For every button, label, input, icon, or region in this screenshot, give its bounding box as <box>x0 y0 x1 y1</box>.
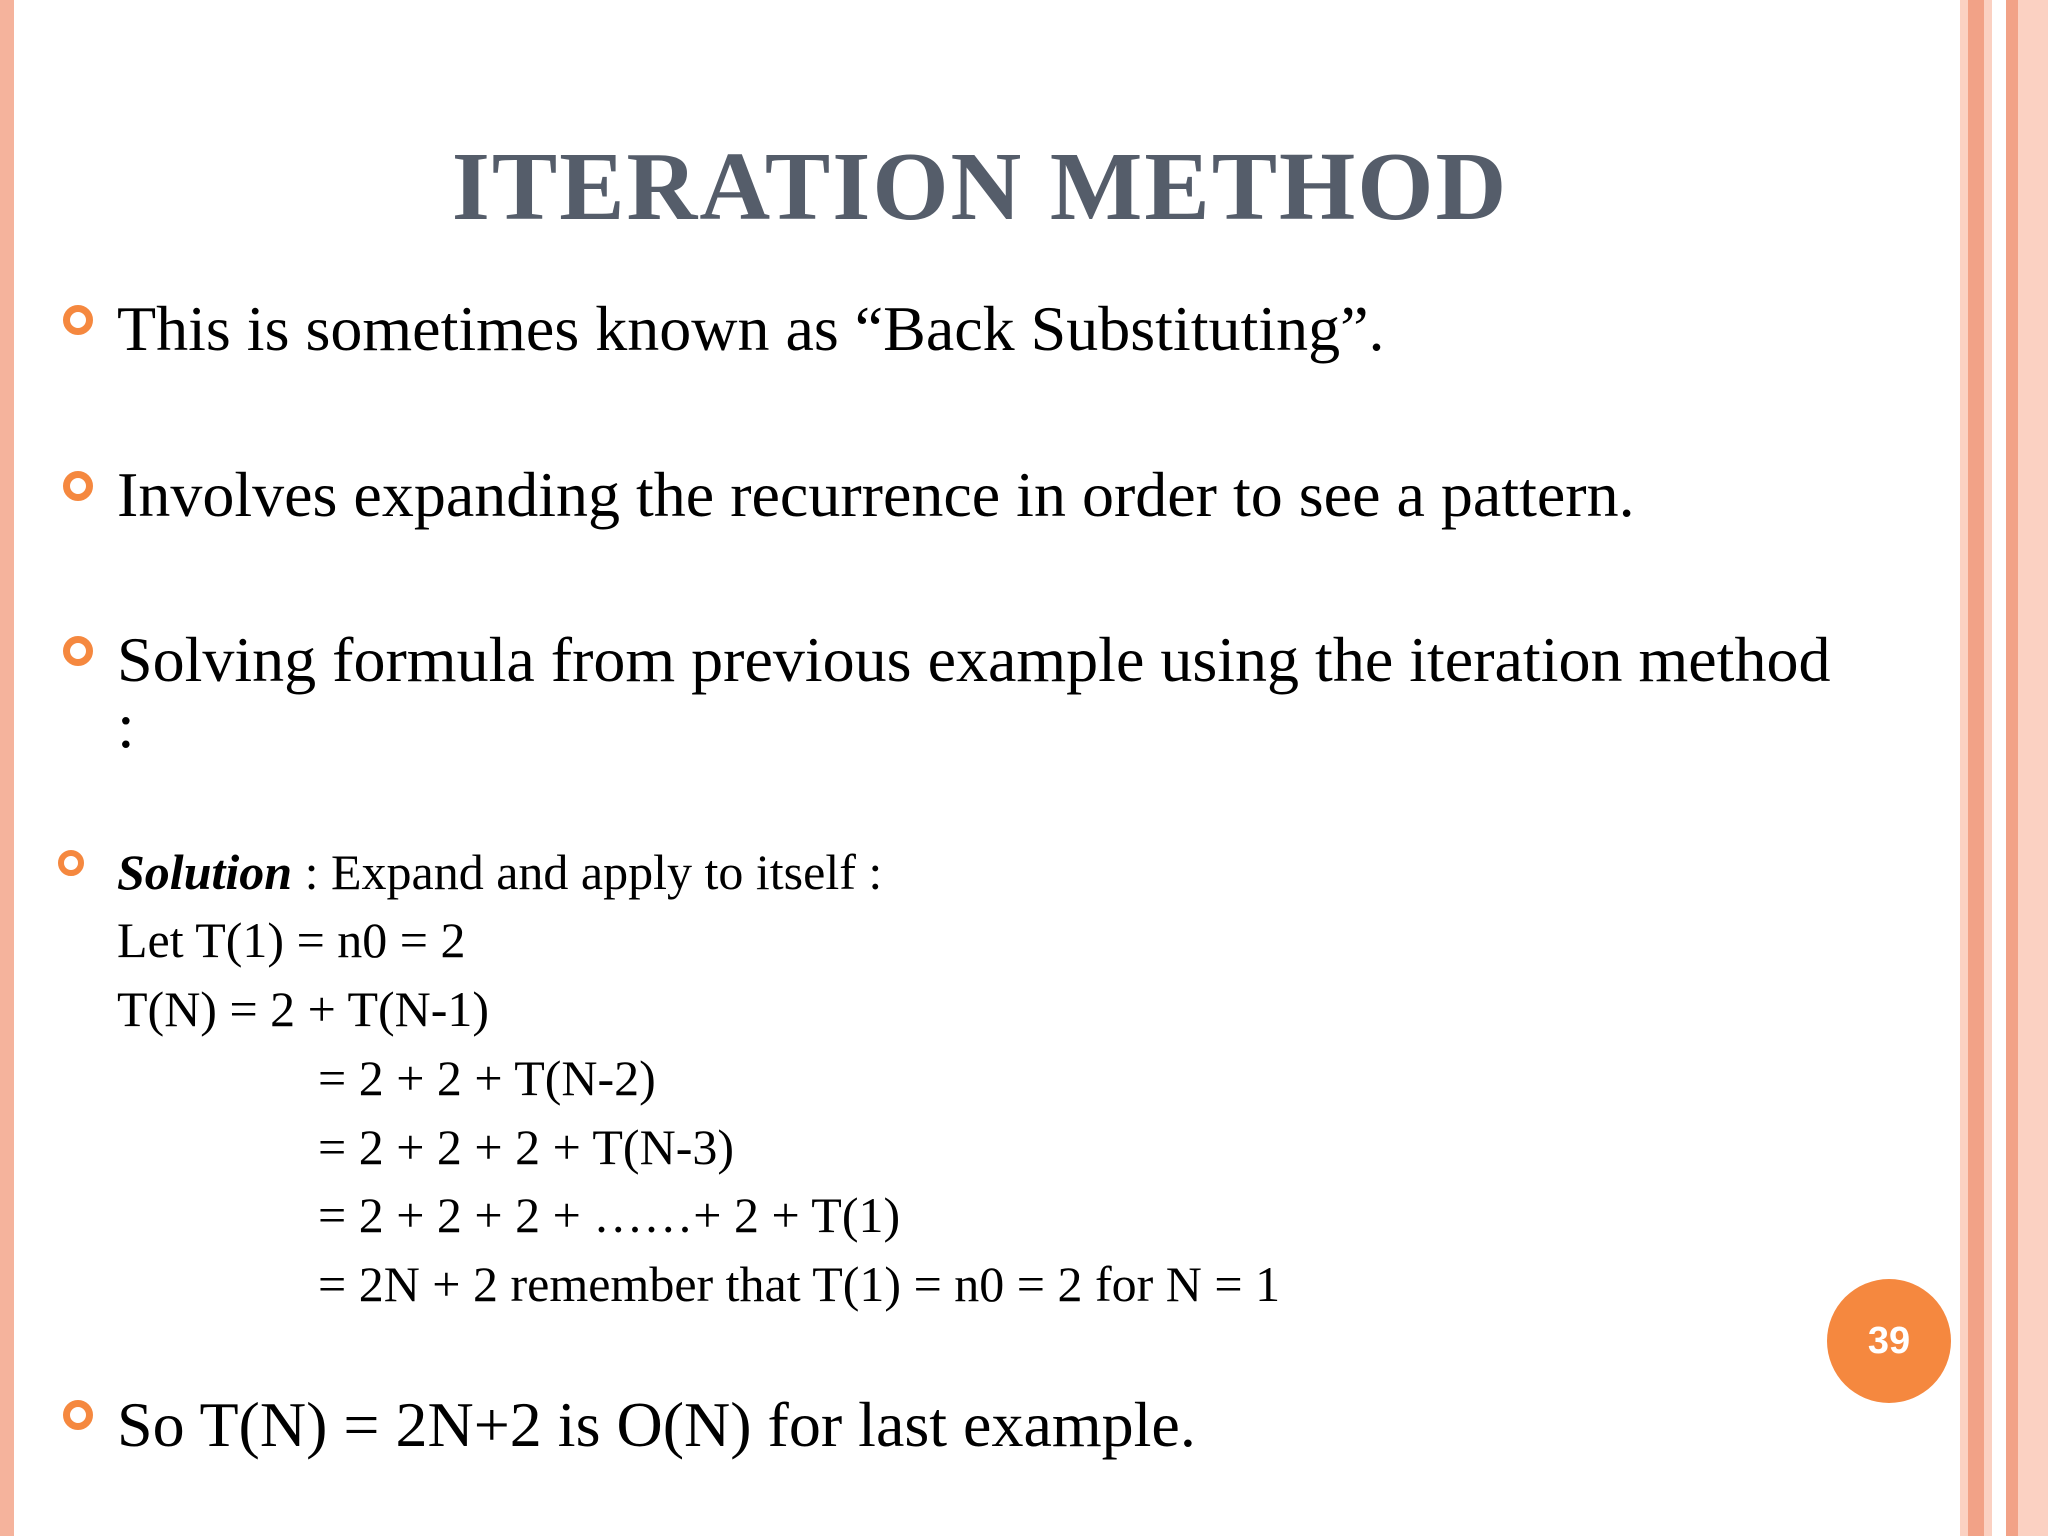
ring-bullet-icon <box>63 305 93 335</box>
page-number: 39 <box>1867 1319 1911 1362</box>
ring-bullet-icon <box>63 471 93 501</box>
solution-line: T(N) = 2 + T(N-1) <box>117 981 490 1037</box>
solution-step: = 2N + 2 remember that T(1) = n0 = 2 for N = 1 <box>318 1256 1281 1312</box>
page-number-badge <box>1827 1279 1951 1403</box>
solution-step: = 2 + 2 + 2 + T(N-3) <box>318 1119 734 1175</box>
solution-intro: : Expand and apply to itself : <box>292 844 883 900</box>
right-border-stripe <box>1984 0 1992 1536</box>
conclusion-text: So T(N) = 2N+2 is O(N) for last example. <box>117 1389 1196 1460</box>
solution-step: = 2 + 2 + 2 + ……+ 2 + T(1) <box>318 1187 901 1243</box>
slide-title: ITERATION METHOD <box>451 133 1509 241</box>
ring-bullet-icon <box>63 1400 93 1430</box>
bullet-text: This is sometimes known as “Back Substituting”. <box>117 293 1385 364</box>
right-border-stripe <box>2006 0 2018 1536</box>
ring-bullet-icon <box>63 636 93 666</box>
bullet-text-continuation: : <box>117 690 135 761</box>
bullet-text: Solving formula from previous example using the iteration method <box>117 624 1831 695</box>
ring-bullet-icon <box>58 850 84 876</box>
right-border-stripe <box>1968 0 1984 1536</box>
right-border-stripe <box>2018 0 2048 1536</box>
solution-line: Let T(1) = n0 = 2 <box>117 912 466 968</box>
bullet-text: Involves expanding the recurrence in order to see a pattern. <box>117 459 1635 530</box>
right-border-stripe <box>1960 0 1968 1536</box>
solution-step: = 2 + 2 + T(N-2) <box>318 1050 656 1106</box>
solution-label: Solution <box>117 844 293 900</box>
solution-heading <box>117 844 883 900</box>
